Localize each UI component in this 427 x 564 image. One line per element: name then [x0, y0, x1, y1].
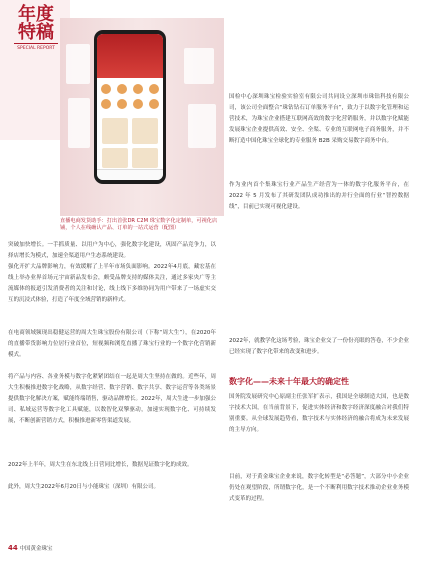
smartphone [94, 30, 166, 184]
app-header-banner [97, 34, 163, 78]
right-para-3: 2022年，就教学化这场考验，珠宝企业交了一份份亮眼的答卷，不少企业已经实现了数字化带来的改变和进步。 [229, 338, 409, 355]
watermark-title-line1: 年度 [18, 4, 54, 25]
app-icon [101, 99, 111, 109]
app-icon [133, 99, 143, 109]
app-icon [133, 84, 143, 94]
left-para-2: 强化开扩大品牌影响力，有效缓解了上半年市场负面影响。2022年4月底，藏宏基在线上举办业界首场元宇宙新品发布会，颇受品牌支持的媒体关注，通过多家央广等主流媒体的报道引发消费者的关注和讨论，线上线下多维协同为用户带来了一场虚实交互的沉浸式体验，打造了年度全域营销的新样式。 [8, 264, 216, 303]
left-para-3: 在电商领域频现出稳健运营的周大生珠宝股份有限公司（下称“周大生”），在2020年的直播带货影响力位居行业首位，短视频和浏览直播了珠宝行业的一个数字化营销新模式。 [8, 330, 216, 358]
section-para-1: 国务院发展研究中心原副主任张军扩表示，我国是全球制造大国，也是数字技术大国，在当前背景下，促进实体经济和数字经济深度融合对我们特别重要。从全球发展趋势看，数字技术与实体经济的融合将成为未来发展的主导方向。 [229, 394, 409, 433]
page-number: 44 [8, 544, 18, 552]
app-icon-grid [101, 84, 159, 112]
app-icon [117, 84, 127, 94]
background-ui-card [188, 104, 216, 148]
left-para-5: 2022年上半年，周大生在东北线上日营同比增长，数据见证数字化的成效。 [8, 462, 193, 468]
app-icon [149, 84, 159, 94]
product-thumbnail [102, 148, 128, 168]
watermark-subtitle: SPECIAL REPORT [17, 46, 55, 51]
left-para-4: 将产品与内容、各业务模与数字化紧紧团结在一起是周大生坚持在做的。近些年，周大生积极推进数字化战略，从数字经营、数字营销、数字共享、数字运营等各类场景提供数字化解决方案，赋能终端销售，驱动品牌增长。2022年，周大生进一步加强公司、私域运营等数字化工具赋能，以数智化双擎驱动，加速实现数字化、可持续发展，不断创新营销方式，积极推进新零售渠道发展。 [8, 374, 216, 424]
background-ui-card [68, 98, 90, 148]
publication-name: 中国黄金珠宝 [19, 546, 53, 552]
feature-photo [60, 18, 224, 216]
background-ui-card [184, 48, 214, 84]
page-footer [8, 544, 53, 552]
watermark-rule [14, 43, 58, 44]
product-thumbnail [132, 118, 158, 144]
right-para-2: 作为业内首个集珠宝行业产品生产经营为一体的数字化服务平台，在 2022 年 5 月发布了其研发团队成功推出的并行全面的行业“智控数据线”，目前已实现可视化建设。 [229, 182, 411, 210]
right-para-1: 国检中心深圳珠宝检验实验室有限公司共同设立深圳市珠钻科技有限公司，该公司全面整合“珠钻钻石订单服务平台”，致力于以数字化管理和运营技术，为珠宝企业搭建互联网高效的数字化营销服务，并以数字化赋能发展珠宝企业提供高效、安全、全渠、专业的互联网电子商务服务，并不断打造中国化珠宝全球化的专业服务 B2B 采购交易数字商务中台。 [229, 94, 409, 144]
app-icon [101, 84, 111, 94]
app-icon [149, 99, 159, 109]
left-para-1: 突破加快增长。一手抓质量、以用户为中心，强化数字化建设，巩固产品竞争力，以择店增长为模式，加速全渠道用户生态系统建设。 [8, 242, 216, 259]
section-para-2: 目前，对于黄金珠宝企业来说，数字化转型是“必答题”，大部分中小企业仍处在观望阶段，所谓数字化，是一个不断利用数字技术推动企业业务模式变革的过程。 [229, 474, 409, 502]
product-thumbnail [132, 148, 158, 168]
background-ui-card [66, 44, 90, 84]
product-thumbnail [102, 118, 128, 144]
app-bottom-nav [97, 169, 163, 180]
figure-caption: 直播电商发货助手：打出首张DR C2M 珠宝数字化定制单，可视化店铺，个人在线确认产品、订单的一站式运营（配图） [60, 218, 218, 231]
left-para-6: 此外，周大生2022年6月20日与小能珠宝（深圳）有限公司。 [8, 484, 159, 490]
phone-screen [97, 34, 163, 180]
watermark-title [8, 6, 64, 42]
app-icon [117, 99, 127, 109]
watermark-title-line2: 特稿 [18, 22, 54, 43]
section-heading: 数字化——未来十年最大的确定性 [229, 377, 349, 386]
